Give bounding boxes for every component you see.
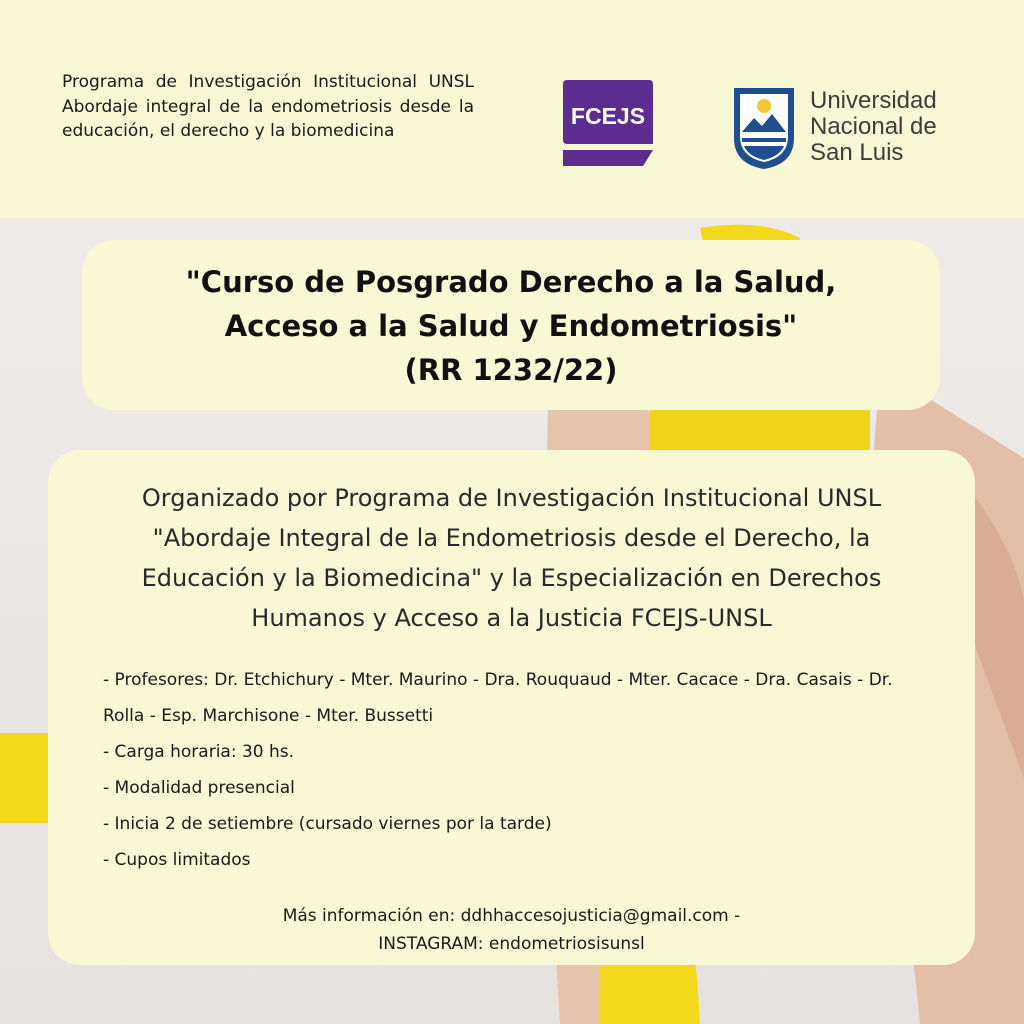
program-text: Programa de Investigación Institucional UNSL Abordaje integral de la endometriosis desde la educación, el derecho y la biomedicina — [62, 72, 474, 141]
header-band — [0, 0, 1024, 218]
contact-email-line: Más información en: ddhhaccesojusticia@gmail.com - — [282, 906, 741, 926]
unsl-line-1: Universidad — [810, 87, 937, 114]
course-details-list — [103, 662, 923, 878]
detail-item-hours: - Carga horaria: 30 hs. — [103, 742, 295, 762]
title-line-2: Acceso a la Salud y Endometriosis" — [224, 309, 798, 343]
course-title — [82, 240, 940, 392]
title-line-1: "Curso de Posgrado Derecho a la Salud, — [185, 265, 837, 299]
unsl-shield-logo — [730, 86, 798, 170]
detail-item-modality: - Modalidad presencial — [103, 778, 295, 798]
detail-item-professors: - Profesores: Dr. Etchichury - Mter. Maurino - Dra. Rouquaud - Mter. Cacace - Dra. Casais - Dr. Rolla - Esp. Marchisone - Mter. Bussetti — [103, 670, 893, 726]
detail-item-limited-seats: - Cupos limitados — [103, 850, 251, 870]
fcejs-logo — [563, 80, 653, 166]
unsl-name — [810, 88, 937, 166]
course-title-card — [82, 240, 940, 410]
title-line-3: (RR 1232/22) — [404, 353, 618, 387]
instagram-line: INSTAGRAM: endometriosisunsl — [378, 934, 645, 954]
unsl-line-3: San Luis — [810, 139, 904, 166]
unsl-line-2: Nacional de — [810, 113, 937, 140]
fcejs-logo-text: FCEJS — [570, 103, 646, 129]
more-info — [198, 902, 825, 958]
detail-item-start-date: - Inicia 2 de setiembre (cursado viernes por la tarde) — [103, 814, 552, 834]
organized-by-text: Organizado por Programa de Investigación Institucional UNSL "Abordaje Integral de la Endometriosis desde el Derecho, la Educación y la Biomedicina" y la Especialización en Derechos Humanos y Acceso a la Justicia FCEJS-UNSL — [141, 484, 882, 632]
course-info-card — [48, 450, 975, 965]
